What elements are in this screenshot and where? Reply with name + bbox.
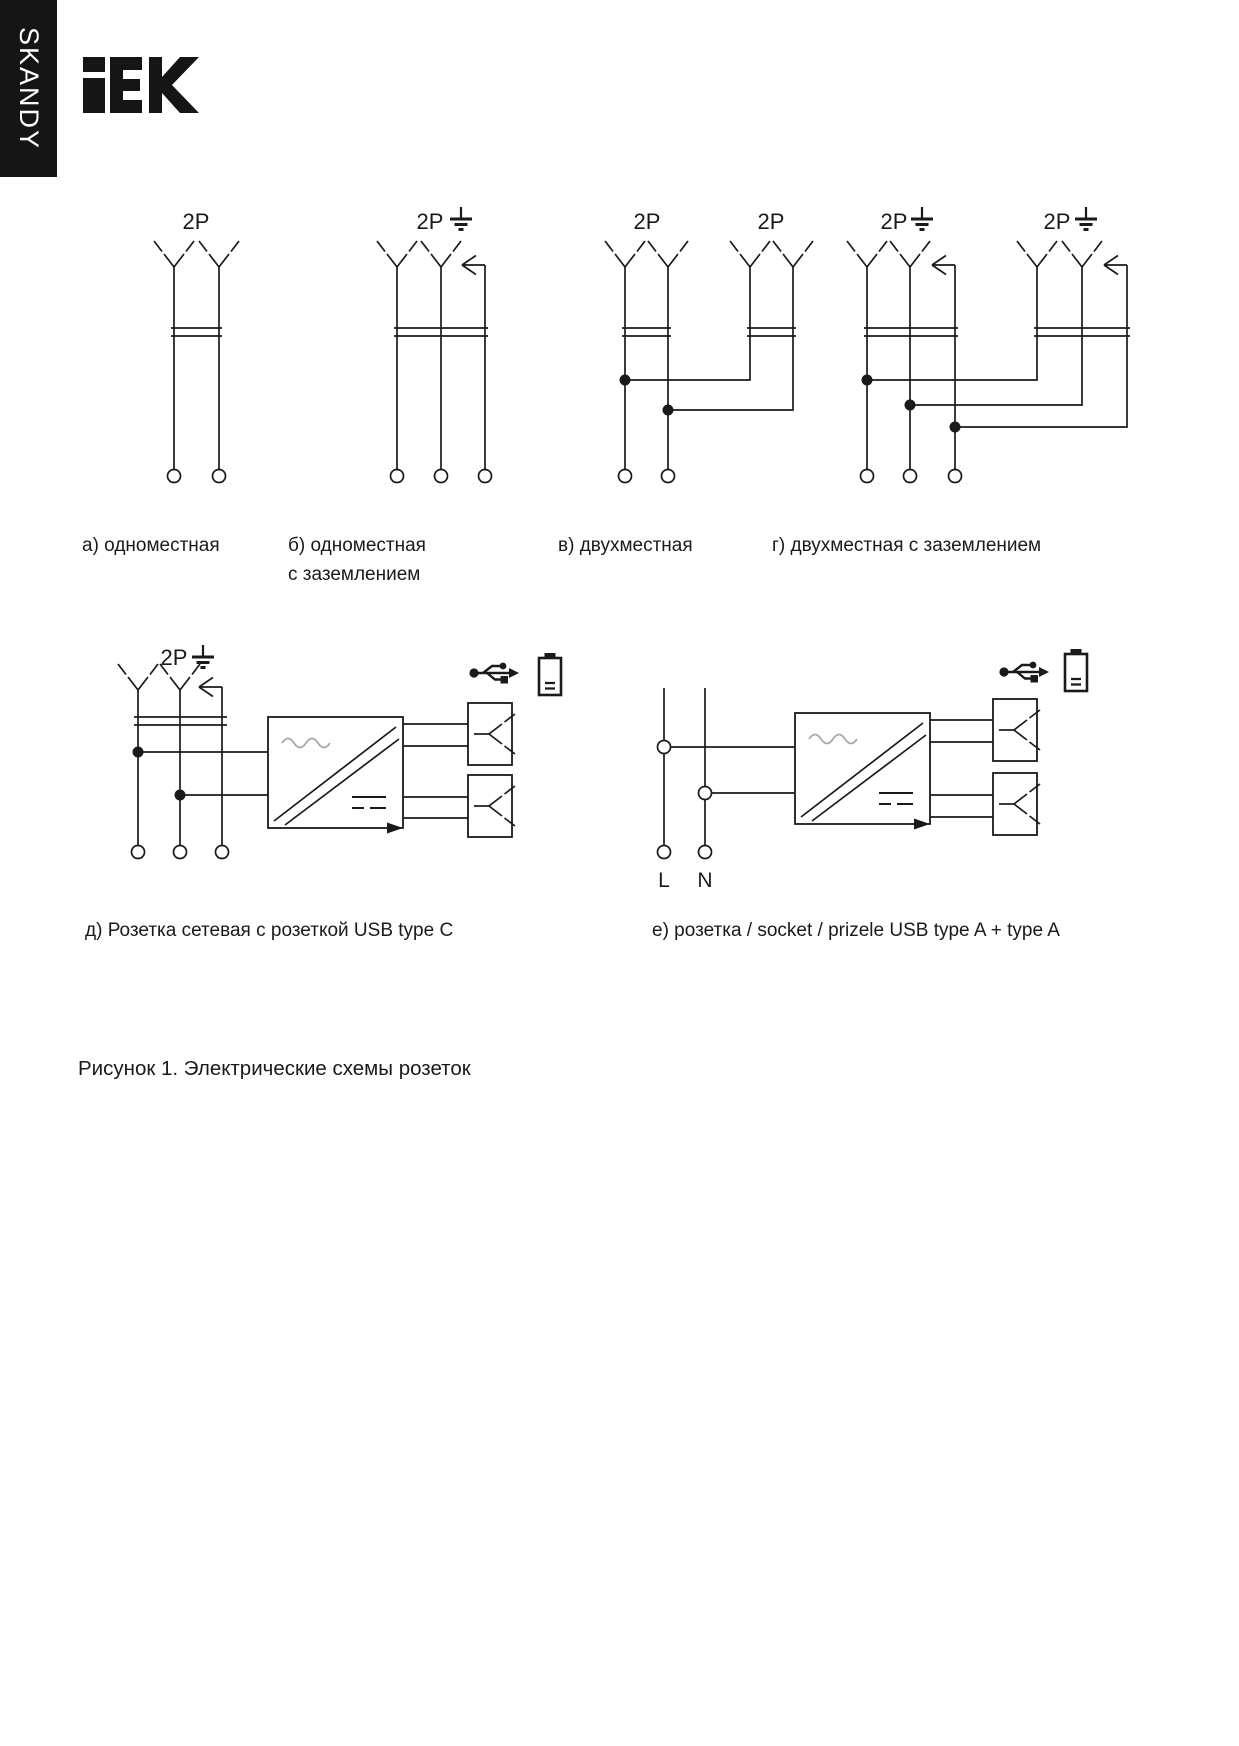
terminal-circle bbox=[435, 470, 448, 483]
usb-port-box bbox=[468, 775, 515, 837]
socket-contact-icon bbox=[890, 241, 930, 267]
earth-ground-icon bbox=[450, 207, 472, 230]
conductor-lines bbox=[867, 265, 955, 470]
diagram-b-single-socket-earthed bbox=[377, 207, 492, 483]
junction-dot bbox=[862, 375, 873, 386]
diagram-v-double-socket bbox=[605, 209, 813, 483]
iek-logo bbox=[83, 57, 199, 113]
earth-contact-arrow-icon bbox=[932, 256, 955, 275]
neutral-terminal-label: N bbox=[697, 869, 713, 892]
earth-contact-arrow-icon bbox=[199, 678, 222, 697]
usb-output-wires bbox=[930, 720, 993, 817]
conductor-lines bbox=[397, 265, 485, 470]
earth-contact-arrow-icon bbox=[462, 256, 485, 275]
socket-contact-icon bbox=[1017, 241, 1057, 267]
caption-v: в) двухместная bbox=[558, 535, 693, 556]
terminal-circle bbox=[904, 470, 917, 483]
line-terminal-label: L bbox=[658, 869, 670, 892]
usb-output-wires bbox=[403, 724, 468, 818]
junction-circle bbox=[699, 787, 712, 800]
caption-a: а) одноместная bbox=[82, 535, 220, 556]
pole-label: 2P bbox=[880, 209, 908, 234]
conductor-lines bbox=[174, 267, 219, 470]
junction-dot bbox=[950, 422, 961, 433]
socket-block-lines bbox=[171, 328, 222, 336]
diagram-a-single-socket bbox=[154, 209, 239, 483]
battery-icon bbox=[1065, 649, 1087, 691]
caption-e: е) розетка / socket / prizele USB type A + type A bbox=[652, 920, 1060, 941]
usb-port-box bbox=[993, 699, 1040, 761]
caption-d: д) Розетка сетевая с розеткой USB type C bbox=[85, 920, 454, 941]
socket-contact-icon bbox=[154, 241, 194, 267]
socket-contact-icon bbox=[1062, 241, 1102, 267]
figure-caption: Рисунок 1. Электрические схемы розеток bbox=[78, 1057, 471, 1080]
diagram-g-double-socket-earthed bbox=[847, 207, 1130, 483]
socket-block-lines bbox=[864, 328, 1130, 336]
link-wires bbox=[625, 267, 793, 410]
junction-dot bbox=[175, 790, 186, 801]
caption-g: г) двухместная с заземлением bbox=[772, 535, 1042, 556]
terminal-circle bbox=[861, 470, 874, 483]
terminal-circle bbox=[132, 846, 145, 859]
earth-ground-icon bbox=[192, 645, 214, 668]
earth-contact-arrow-icon bbox=[1104, 256, 1127, 275]
junction-circle bbox=[658, 741, 671, 754]
terminal-circle bbox=[619, 470, 632, 483]
junction-dot bbox=[663, 405, 674, 416]
terminal-circle bbox=[213, 470, 226, 483]
terminal-circle bbox=[699, 846, 712, 859]
earth-ground-icon bbox=[911, 207, 933, 230]
usb-trident-icon bbox=[469, 663, 519, 684]
ac-dc-converter-box bbox=[795, 713, 930, 830]
socket-contact-icon bbox=[199, 241, 239, 267]
conductor-lines bbox=[664, 688, 705, 846]
terminal-circle bbox=[479, 470, 492, 483]
converter-input-wires bbox=[138, 752, 268, 795]
terminal-circle bbox=[216, 846, 229, 859]
conductor-lines bbox=[625, 267, 668, 470]
usb-port-box bbox=[993, 773, 1040, 835]
series-banner-label: SKANDY bbox=[14, 26, 45, 151]
pole-label: 2P bbox=[182, 209, 210, 234]
junction-dot bbox=[620, 375, 631, 386]
caption-b: б) одноместная с заземлением bbox=[288, 535, 426, 585]
conductor-lines bbox=[138, 687, 222, 846]
socket-contact-icon bbox=[377, 241, 417, 267]
diagram-d-socket-usb-c bbox=[118, 645, 561, 859]
pole-label: 2P bbox=[160, 645, 188, 670]
junction-dot bbox=[905, 400, 916, 411]
ac-dc-converter-box bbox=[268, 717, 403, 834]
pole-label: 2P bbox=[416, 209, 444, 234]
socket-contact-icon bbox=[648, 241, 688, 267]
pole-label: 2P bbox=[1043, 209, 1071, 234]
terminal-circle bbox=[662, 470, 675, 483]
terminal-circle bbox=[174, 846, 187, 859]
battery-icon bbox=[539, 653, 561, 695]
terminal-circle bbox=[391, 470, 404, 483]
earth-ground-icon bbox=[1075, 207, 1097, 230]
socket-contact-icon bbox=[118, 664, 158, 690]
socket-contact-icon bbox=[421, 241, 461, 267]
socket-block-lines bbox=[622, 328, 796, 336]
usb-trident-icon bbox=[999, 662, 1049, 683]
terminal-circle bbox=[658, 846, 671, 859]
junction-dot bbox=[133, 747, 144, 758]
socket-contact-icon bbox=[773, 241, 813, 267]
terminal-circle bbox=[949, 470, 962, 483]
socket-contact-icon bbox=[847, 241, 887, 267]
socket-contact-icon bbox=[605, 241, 645, 267]
terminal-circle bbox=[168, 470, 181, 483]
pole-label: 2P bbox=[757, 209, 785, 234]
diagram-e-socket-usb-a bbox=[658, 649, 1088, 892]
converter-input-wires bbox=[664, 747, 795, 793]
pole-label: 2P bbox=[633, 209, 661, 234]
usb-port-box bbox=[468, 703, 515, 765]
socket-contact-icon bbox=[730, 241, 770, 267]
